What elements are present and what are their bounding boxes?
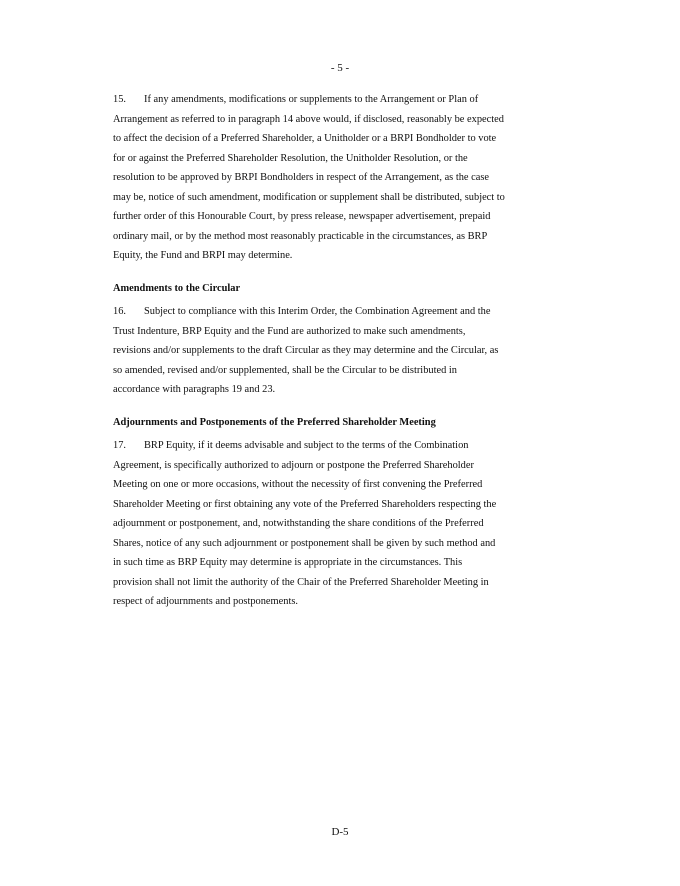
paragraph-number: 16. [113,306,126,317]
paragraph-17 [113,436,543,612]
paragraph-text: Subject to compliance with this Interim Order, the Combination Agreement and the Trust Indenture, BRP Equity and the Fund are authorized to make such amendments, revisions and/or supplements to the draft Circular as they may determine and the Circular, as so amended, revised and/or supplemented, shall be the Circular to be distributed in accordance with paragraphs 19 and 23. [113,306,499,395]
paragraph-number: 17. [113,440,126,451]
document-body [113,90,543,625]
paragraph-number: 15. [113,94,126,105]
section-heading-adjournments: Adjournments and Postponements of the Preferred Shareholder Meeting [113,416,436,428]
section-heading-amendments: Amendments to the Circular [113,282,241,294]
paragraph-15 [113,90,543,266]
paragraph-16 [113,302,543,400]
page-number: - 5 - [330,62,350,74]
footer-page-label: D-5 [331,826,349,838]
paragraph-text: If any amendments, modifications or supplements to the Arrangement or Plan of Arrangement as referred to in paragraph 14 above would, if disclosed, reasonably be expected to affect the decision of a Preferred Shareholder, a Unitholder or a BRPI Bondholder to vote for or against the Preferred Shareholder Resolution, the Unitholder Resolution, or the resolution to be approved by BRPI Bondholders in respect of the Arrangement, as the case may be, notice of such amendment, modification or supplement shall be distributed, subject to further order of this Honourable Court, by press release, newspaper advertisement, prepaid ordinary mail, or by the method most reasonably practicable in the circumstances, as BRP Equity, the Fund and BRPI may determine. [113,94,505,261]
paragraph-text: BRP Equity, if it deems advisable and subject to the terms of the Combination Agreement, is specifically authorized to adjourn or postpone the Preferred Shareholder Meeting on one or more occasions, without the necessity of first convening the Preferred Shareholder Meeting or first obtaining any vote of the Preferred Shareholders respecting the adjournment or postponement, and, notwithstanding the share conditions of the Preferred Shares, notice of any such adjournment or postponement shall be given by such method and in such time as BRP Equity may determine is appropriate in the circumstances. This provision shall not limit the authority of the Chair of the Preferred Shareholder Meeting in respect of adjournments and postponements. [113,440,497,607]
